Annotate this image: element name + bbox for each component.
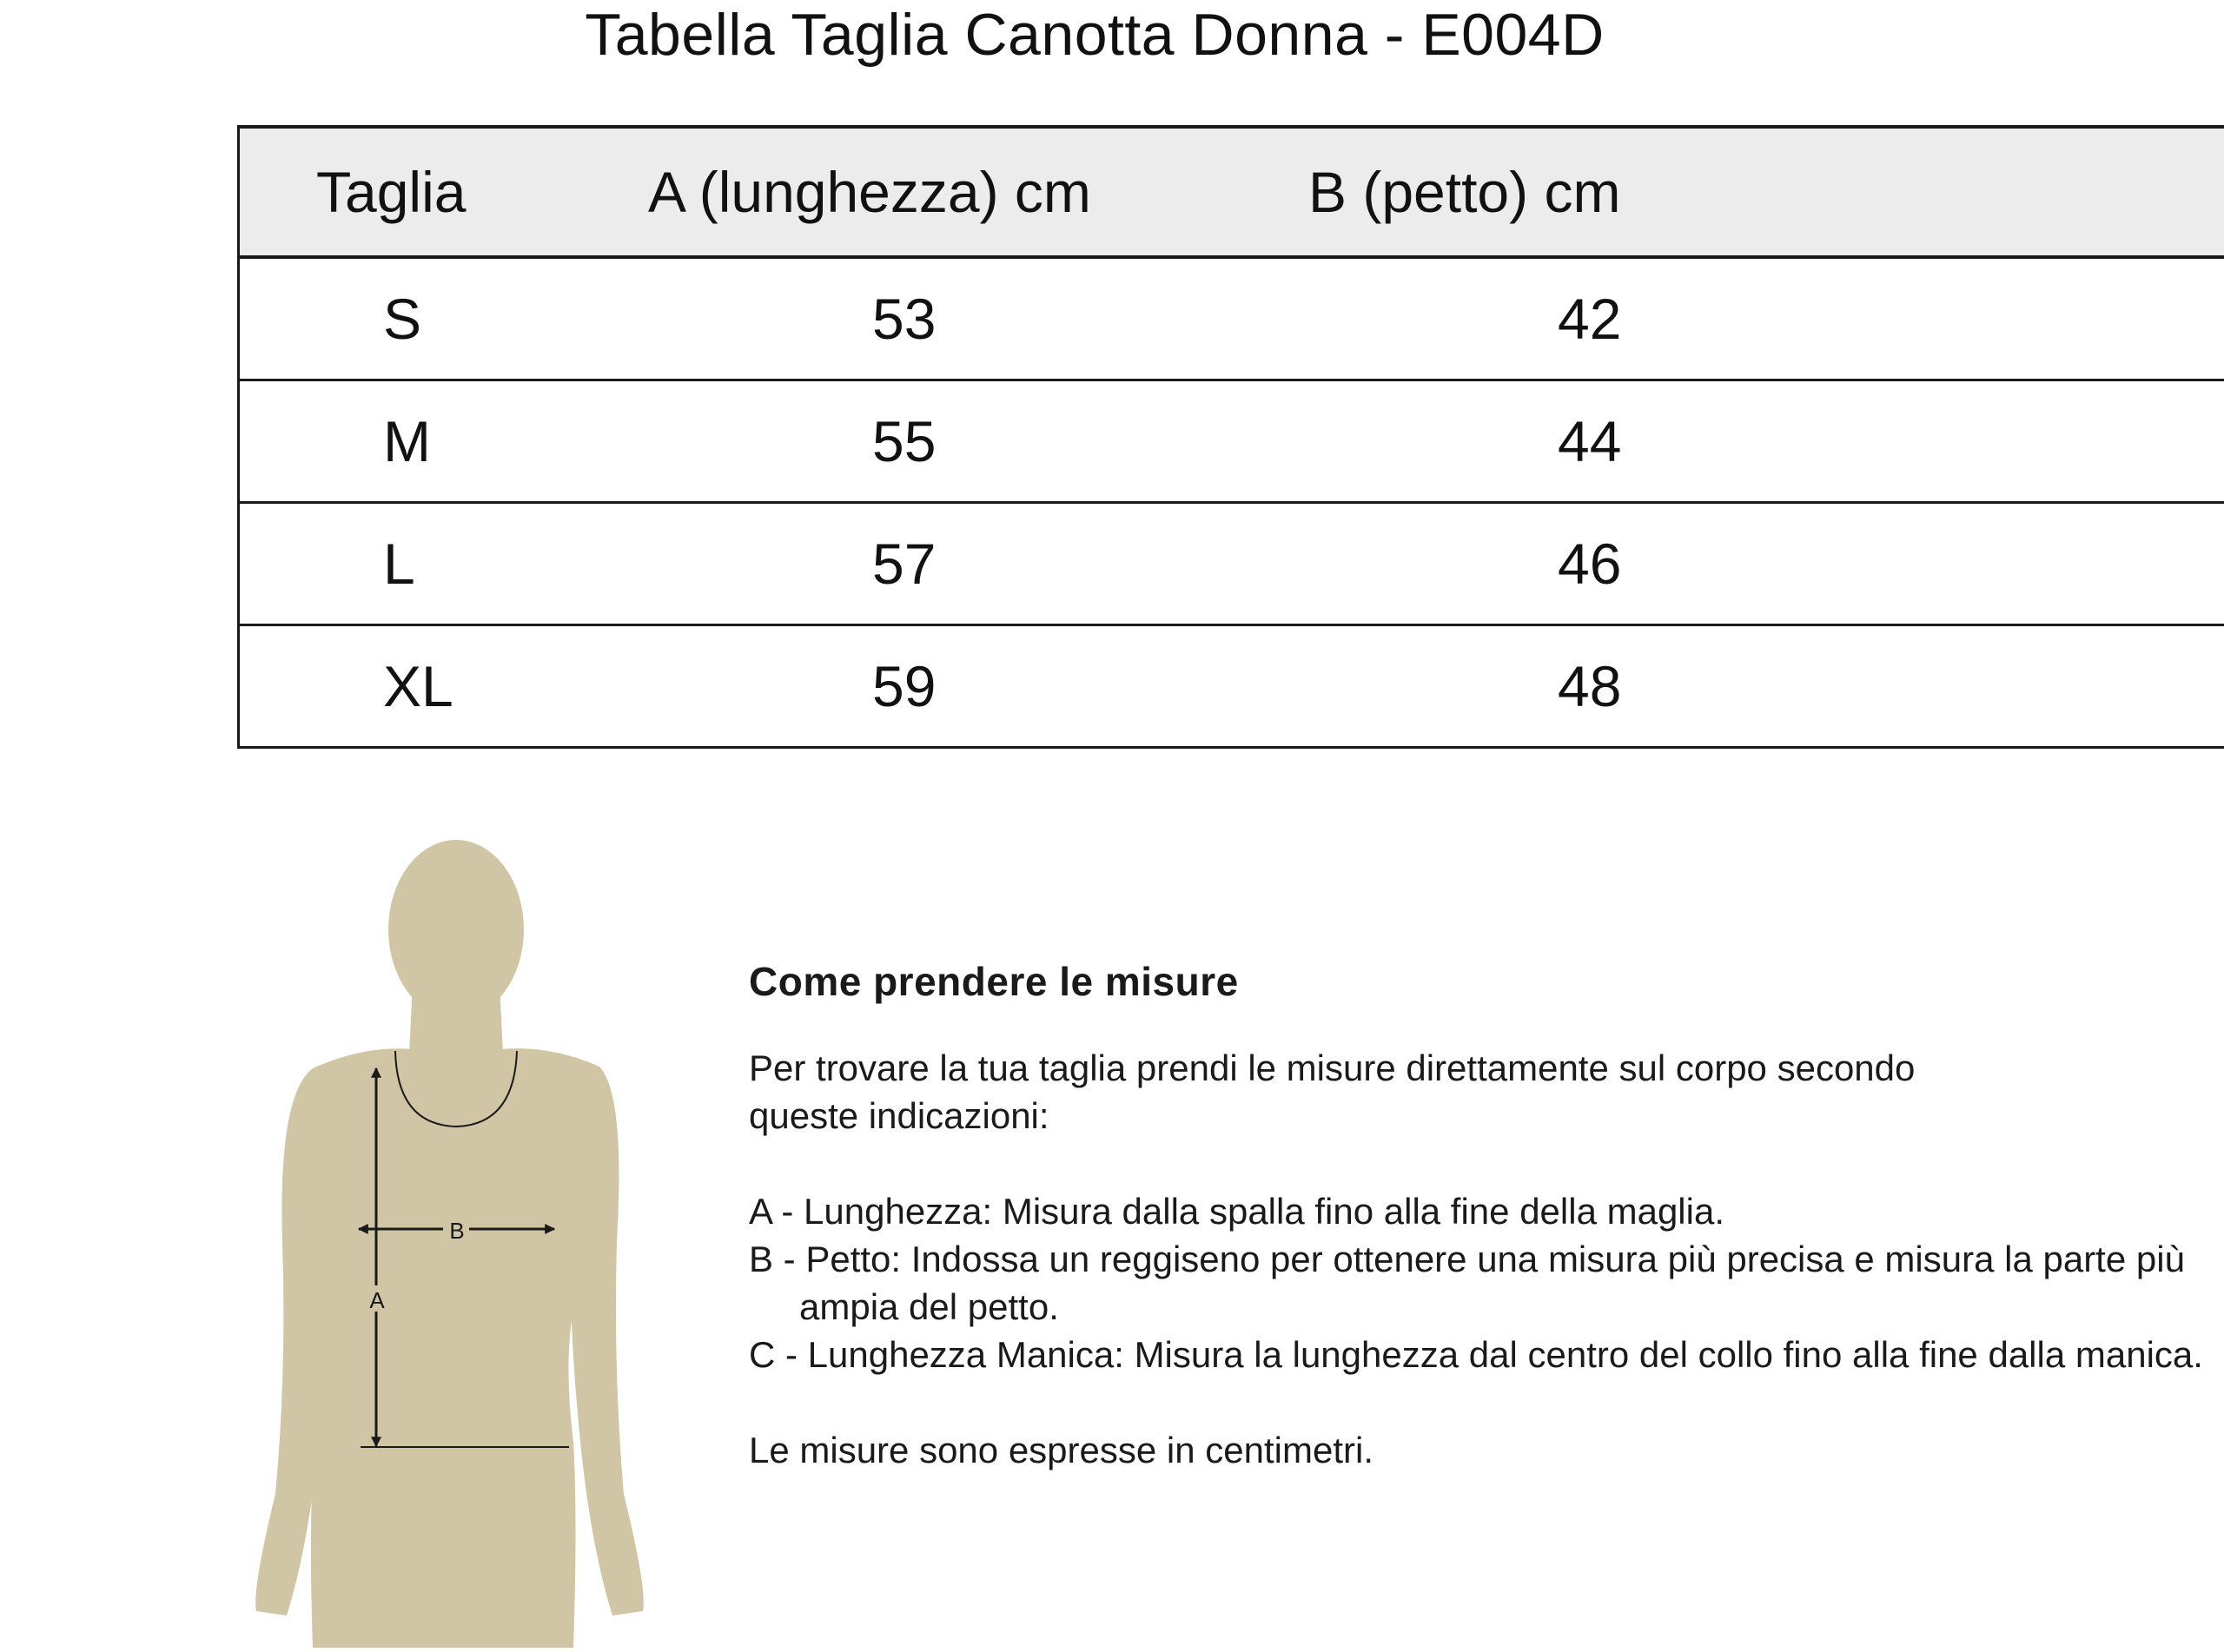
intro-line-2: queste indicazioni: bbox=[749, 1092, 2208, 1140]
measure-instructions bbox=[749, 955, 2208, 1474]
instructions-heading: Come prendere le misure bbox=[749, 955, 2208, 1008]
intro-line-1: Per trovare la tua taglia prendi le misure direttamente sul corpo secondo bbox=[749, 1044, 2208, 1092]
table-row bbox=[239, 624, 2224, 747]
cell-chest: 44 bbox=[1308, 380, 2224, 502]
label-a: A bbox=[369, 1287, 385, 1313]
cell-length: 59 bbox=[646, 624, 1308, 747]
cell-length: 53 bbox=[646, 257, 1308, 380]
cell-chest: 48 bbox=[1308, 624, 2224, 747]
instruction-c: C - Lunghezza Manica: Misura la lunghezza dal centro del collo fino alla fine dalla manica. bbox=[749, 1331, 2208, 1378]
header-lunghezza: A (lunghezza) cm bbox=[646, 127, 1308, 257]
cell-chest: 42 bbox=[1308, 257, 2224, 380]
cell-size: L bbox=[239, 502, 647, 624]
body-measure-figure bbox=[208, 834, 712, 1648]
page-title: Tabella Taglia Canotta Donna - E004D bbox=[0, 0, 2189, 69]
label-b: B bbox=[449, 1218, 464, 1244]
cell-size: XL bbox=[239, 624, 647, 747]
cell-length: 57 bbox=[646, 502, 1308, 624]
units-note: Le misure sono espresse in centimetri. bbox=[749, 1426, 2208, 1474]
table-header-row bbox=[239, 127, 2224, 257]
header-petto: B (petto) cm bbox=[1308, 127, 2224, 257]
instruction-b: B - Petto: Indossa un reggiseno per ottenere una misura più precisa e misura la parte più ampia del petto. bbox=[749, 1235, 2208, 1331]
cell-chest: 46 bbox=[1308, 502, 2224, 624]
instruction-a: A - Lunghezza: Misura dalla spalla fino alla fine della maglia. bbox=[749, 1187, 2208, 1235]
table-row bbox=[239, 380, 2224, 502]
header-taglia: Taglia bbox=[239, 127, 647, 257]
cell-size: M bbox=[239, 380, 647, 502]
table-row bbox=[239, 257, 2224, 380]
cell-size: S bbox=[239, 257, 647, 380]
female-silhouette-illustration bbox=[208, 834, 712, 1648]
size-table bbox=[237, 125, 2224, 749]
table-row bbox=[239, 502, 2224, 624]
silhouette-body bbox=[255, 840, 644, 1648]
cell-length: 55 bbox=[646, 380, 1308, 502]
